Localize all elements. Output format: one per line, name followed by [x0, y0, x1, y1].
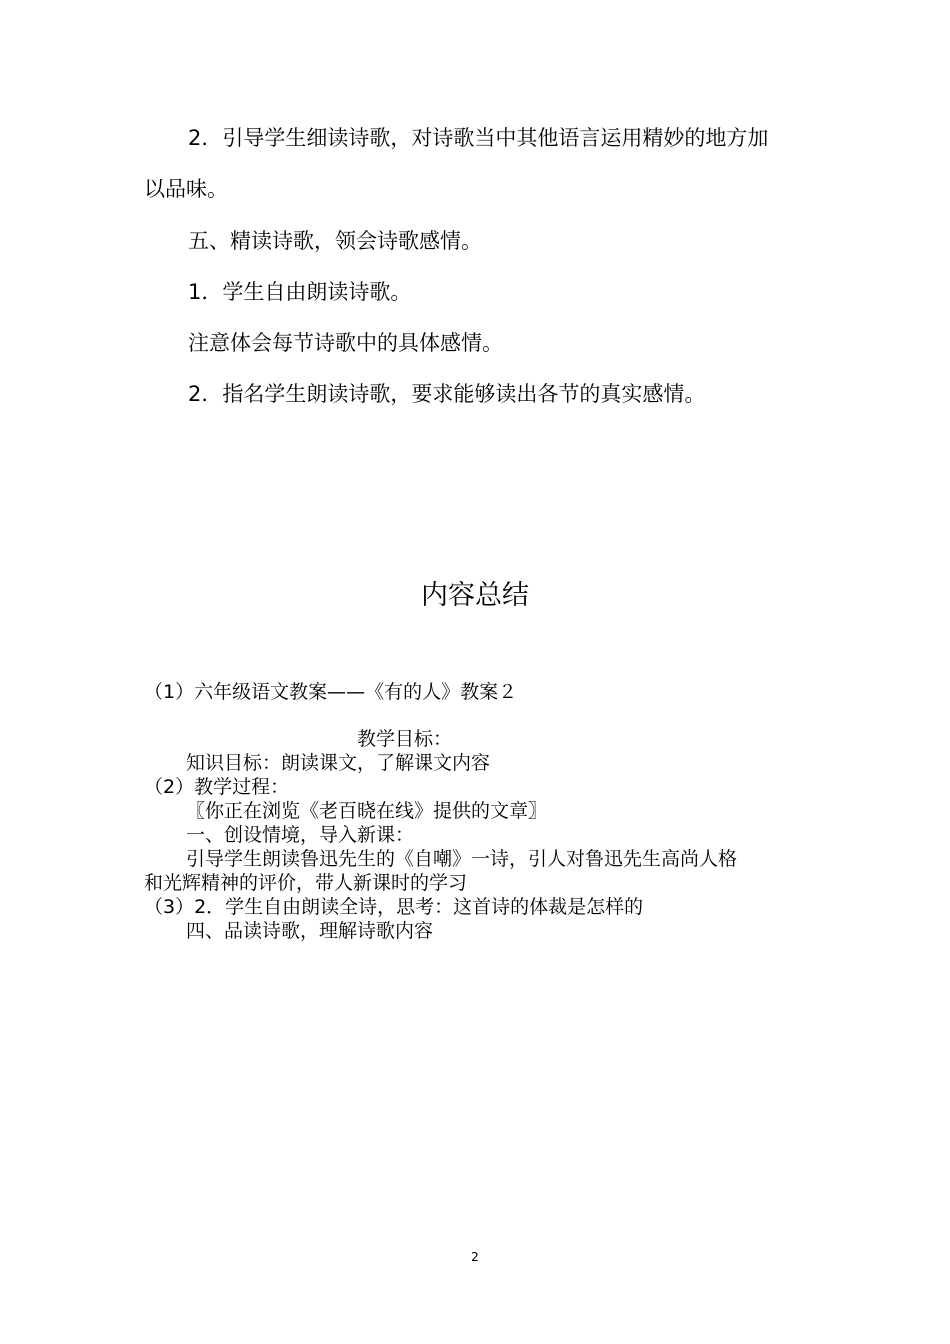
summary-item-2: （2）教学过程：: [144, 776, 290, 798]
paragraph-feel-emotion: 注意体会每节诗歌中的具体感情。: [188, 331, 503, 355]
paragraph-guide-reading-line2: 以品味。: [144, 177, 228, 201]
summary-item-1: （1）六年级语文教案——《有的人》教案２: [144, 681, 518, 703]
summary-title: 内容总结: [421, 580, 529, 611]
summary-step-1-detail-line1: 引导学生朗读鲁迅先生的《自嘲》一诗，引人对鲁迅先生高尚人格: [186, 848, 738, 870]
paragraph-free-reading: 1．学生自由朗读诗歌。: [188, 280, 412, 304]
summary-item-3: （3）2．学生自由朗读全诗，思考：这首诗的体裁是怎样的: [144, 896, 644, 918]
summary-step-1: 一、创设情境，导入新课：: [186, 824, 415, 846]
section-heading-intensive-reading: 五、精读诗歌，领会诗歌感情。: [188, 229, 482, 253]
summary-goals-heading: 教学目标：: [357, 728, 453, 750]
summary-knowledge-goal: 知识目标：朗读课文，了解课文内容: [186, 752, 491, 774]
page-number: 2: [471, 1250, 479, 1264]
summary-step-1-detail-line2: 和光辉精神的评价，带人新课时的学习: [144, 872, 468, 894]
paragraph-named-reading: 2．指名学生朗读诗歌，要求能够读出各节的真实感情。: [188, 382, 706, 406]
paragraph-guide-reading-line1: 2．引导学生细读诗歌，对诗歌当中其他语言运用精妙的地方加: [188, 126, 769, 150]
summary-step-4: 四、品读诗歌，理解诗歌内容: [186, 920, 434, 942]
summary-source-note: 〖你正在浏览《老百晓在线》提供的文章〗: [186, 800, 548, 822]
